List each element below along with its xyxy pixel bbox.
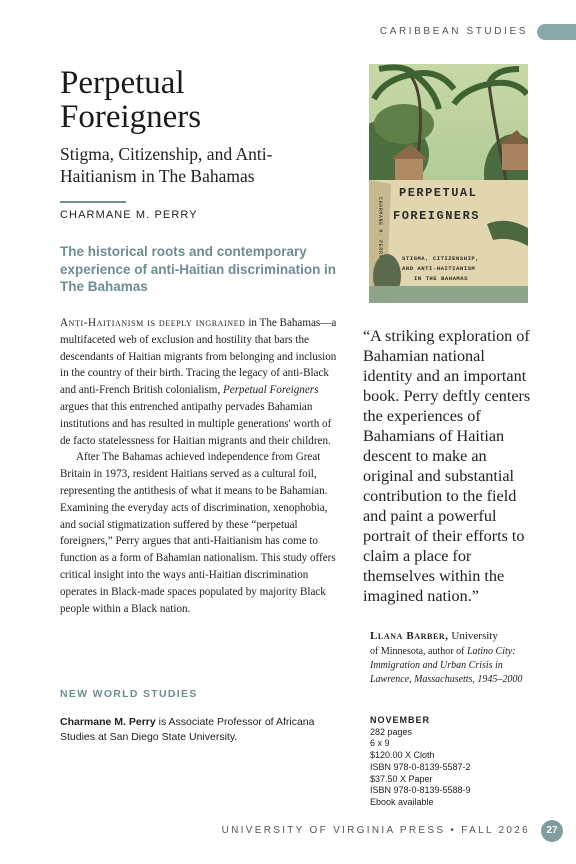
cover-title-2: FOREIGNERS bbox=[393, 209, 481, 223]
title-rule bbox=[60, 201, 126, 203]
title-line-2: Foreigners bbox=[60, 99, 202, 135]
review-quote: “A striking exploration of Bahamian national identity and an important book. Perry deftly centers the experiences of Bahamians of Haitian descent to make an original and substantial contribution to the field and paint a powerful portrait of their efforts to claim a place for themselves within the imagined nation.” bbox=[363, 327, 531, 605]
subtitle-line-2: Haitianism in The Bahamas bbox=[60, 166, 255, 186]
inline-book-title: Perpetual Foreigners bbox=[223, 384, 319, 397]
reviewer-affiliation: University bbox=[448, 630, 498, 642]
series-label: NEW WORLD STUDIES bbox=[60, 688, 198, 700]
author-bio bbox=[60, 715, 342, 744]
page-number: 27 bbox=[541, 820, 563, 842]
bio-text: is Associate Professor of Africana Studies at San Diego State University. bbox=[60, 716, 315, 743]
subtitle-line-1: Stigma, Citizenship, and Anti- bbox=[60, 144, 273, 164]
pub-pages: 282 pages bbox=[370, 726, 413, 737]
title-line-1: Perpetual bbox=[60, 65, 185, 101]
bio-name: Charmane M. Perry bbox=[60, 716, 156, 728]
section-tab bbox=[537, 24, 576, 40]
footer-publisher: UNIVERSITY OF VIRGINIA PRESS • FALL 2026 bbox=[221, 825, 530, 836]
reviewer-name: Llana Barber, bbox=[370, 630, 449, 642]
cover-author: CHARMANE M. PERRY bbox=[377, 197, 383, 259]
cover-art bbox=[369, 64, 528, 303]
pub-cloth-price: $120.00 X Cloth bbox=[370, 750, 435, 761]
paragraph-text: in The Bahamas—a multifaceted web of exclusion and hostility that bars the descendants of Haitian migrants from belonging and inclusion in the country of their birth. Tracing the legacy of anti-Black and anti-French British colonialism, bbox=[60, 317, 337, 397]
quote-attribution bbox=[370, 630, 498, 642]
book-cover bbox=[369, 64, 528, 303]
description-paragraph-1 bbox=[60, 315, 338, 449]
lead-in: Anti-Haitianism is deeply ingrained bbox=[60, 317, 246, 329]
cover-subtitle-3: IN THE BAHAMAS bbox=[414, 275, 468, 282]
description bbox=[60, 315, 338, 617]
book-title bbox=[60, 66, 340, 134]
paragraph-text: argues that this entrenched antipathy pervades Bahamian institutions and has resulted in multiple generations' worth of de facto statelessness for Haitian migrants and their children. bbox=[60, 400, 332, 447]
pub-paper-isbn: ISBN 978-0-8139-5588-9 bbox=[370, 785, 471, 796]
pub-trim: 6 x 9 bbox=[370, 738, 390, 749]
pub-cloth-isbn: ISBN 978-0-8139-5587-2 bbox=[370, 761, 471, 772]
cover-title-1: PERPETUAL bbox=[399, 186, 478, 200]
tagline: The historical roots and contemporary experience of anti-Haitian discrimination in The Bahamas bbox=[60, 244, 337, 294]
section-label: CARIBBEAN STUDIES bbox=[379, 26, 528, 37]
publication-details bbox=[370, 715, 471, 809]
reviewer-book-title: Latino City: Immigration and Urban Crisis in Lawrence, Massachusetts, 1945–2000 bbox=[370, 646, 523, 685]
reviewer-details bbox=[370, 645, 540, 687]
description-paragraph-2: After The Bahamas achieved independence from Great Britain in 1973, resident Haitians served as a cultural foil, representing the antithesis of what it means to be Bahamian. Examining the everyday acts of discrimination, xenophobia, and social stigmatization suffered by these “perpetual foreigners,” Perry argues that anti-Haitianism has come to function as a form of Bahamian nationalism. This study offers critical insight into the ways anti-Haitian discrimination operates in Black-made spaces populated by majority Black people within a Black nation. bbox=[60, 451, 336, 615]
reviewer-affiliation-2: of Minnesota, author of bbox=[370, 646, 467, 657]
book-subtitle bbox=[60, 143, 340, 187]
cover-subtitle-1: STIGMA, CITIZENSHIP, bbox=[402, 255, 480, 262]
author-name: CHARMANE M. PERRY bbox=[60, 209, 198, 221]
pub-paper-price: $37.50 X Paper bbox=[370, 773, 433, 784]
pub-month: NOVEMBER bbox=[370, 715, 431, 725]
cover-subtitle-2: AND ANTI-HAITIANISM bbox=[402, 265, 476, 272]
pub-ebook: Ebook available bbox=[370, 796, 434, 807]
